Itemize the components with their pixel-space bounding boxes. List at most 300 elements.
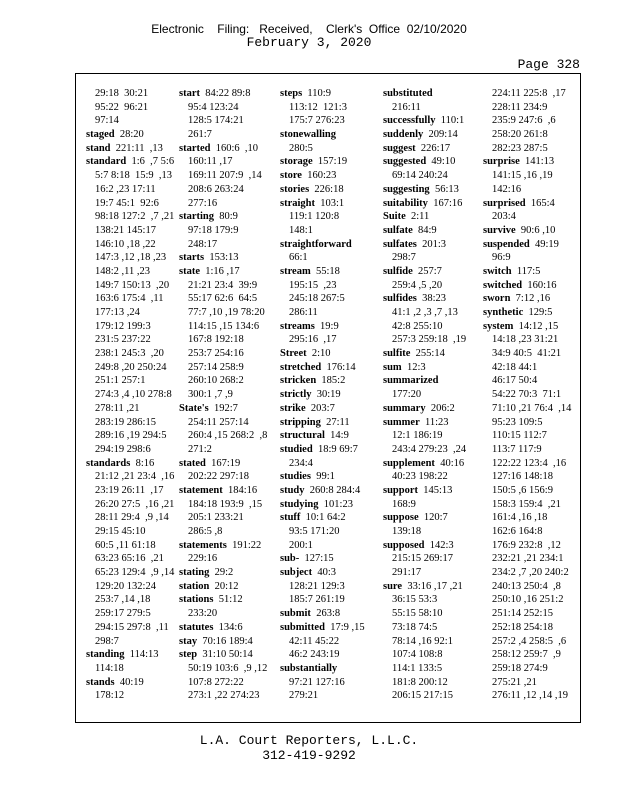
index-entry: 203:4 xyxy=(492,211,516,223)
index-entry: 229:16 xyxy=(188,553,218,565)
index-entry: 233:20 xyxy=(188,608,218,620)
index-entry: 141:15 ,16 ,19 xyxy=(492,170,553,182)
index-entry: standards 8:16 xyxy=(86,457,155,469)
index-entry: suggested 49:10 xyxy=(383,156,456,168)
index-entry: 179:12 199:3 xyxy=(95,320,151,332)
index-column-3 xyxy=(280,87,376,703)
index-term: stricken xyxy=(280,375,317,387)
index-term: substituted xyxy=(383,88,433,99)
index-term: sulfides xyxy=(383,293,417,305)
index-entry: switch 117:5 xyxy=(483,265,541,277)
index-term: submit xyxy=(280,608,311,620)
index-entry: 169:11 207:9 ,14 xyxy=(188,170,262,182)
index-entry: 245:18 267:5 xyxy=(289,293,345,305)
index-entry xyxy=(383,87,479,101)
index-entry: 147:3 ,12 ,18 ,23 xyxy=(95,252,167,264)
index-entry: 276:11 ,12 ,14 ,19 xyxy=(492,690,569,702)
index-term: summarized xyxy=(383,375,439,387)
index-term: station xyxy=(179,580,210,592)
index-term: standards xyxy=(86,457,131,469)
index-entry: subject 40:3 xyxy=(280,567,337,579)
index-term: stating xyxy=(179,567,210,579)
index-term: started xyxy=(179,142,211,154)
index-term: successfully xyxy=(383,115,436,127)
index-entry: 114:18 xyxy=(95,662,124,674)
index-entry: 224:11 225:8 ,17 xyxy=(492,88,566,99)
index-entry: 113:12 121:3 xyxy=(289,101,347,113)
index-entry: 168:9 xyxy=(392,498,416,510)
index-entry: 243:4 279:23 ,24 xyxy=(392,443,467,455)
index-term: stuff xyxy=(280,512,301,524)
index-entry: 252:18 254:18 xyxy=(492,621,553,633)
index-entry: sulfides 38:23 xyxy=(383,293,447,305)
index-entry: stay 70:16 189:4 xyxy=(179,635,253,647)
index-term: summary xyxy=(383,402,426,414)
index-entry: 215:15 269:17 xyxy=(392,553,453,565)
index-term: sulfide xyxy=(383,265,413,277)
index-entry: 253:7 ,14 ,18 xyxy=(95,594,151,606)
index-term: stripping xyxy=(280,416,321,428)
index-entry: 206:15 217:15 xyxy=(392,690,453,702)
index-entry: 55:17 62:6 64:5 xyxy=(188,293,258,305)
index-entry: 248:17 xyxy=(188,238,218,250)
index-entry: 257:3 259:18 ,19 xyxy=(392,334,467,346)
index-entry: 110:15 112:7 xyxy=(492,430,547,442)
index-entry: standing 114:13 xyxy=(86,649,159,661)
index-entry: 129:20 132:24 xyxy=(95,580,156,592)
index-entry: 283:19 286:15 xyxy=(95,416,156,428)
index-entry: 98:18 127:2 ,7 ,21 xyxy=(95,211,175,223)
index-term: store xyxy=(280,170,302,182)
index-entry: Street 2:10 xyxy=(280,348,331,360)
index-entry: 273:1 ,22 274:23 xyxy=(188,690,260,702)
index-term: supposed xyxy=(383,539,425,551)
index-entry: strictly 30:19 xyxy=(280,389,341,401)
index-entry: 261:7 xyxy=(188,129,212,141)
index-entry: storage 157:19 xyxy=(280,156,348,168)
index-entry: strike 203:7 xyxy=(280,402,335,414)
index-entry: support 145:13 xyxy=(383,484,453,496)
index-entry: successfully 110:1 xyxy=(383,115,465,127)
index-entry: synthetic 129:5 xyxy=(483,307,553,318)
index-term: standard xyxy=(86,156,127,168)
index-term: synthetic xyxy=(483,307,524,318)
index-entry: 142:16 xyxy=(492,183,522,195)
index-entry: 5:7 8:18 15:9 ,13 xyxy=(95,170,173,182)
index-term: streams xyxy=(280,320,315,332)
index-entry: 279:21 xyxy=(289,690,319,702)
index-entry: 55:15 58:10 xyxy=(392,608,443,620)
index-term: sulfate xyxy=(383,224,413,236)
index-term: sulfates xyxy=(383,238,417,250)
index-entry: 176:9 232:8 ,12 xyxy=(492,539,561,551)
index-entry: 250:10 ,16 251:2 xyxy=(492,594,564,606)
index-entry: started 160:6 ,10 xyxy=(179,142,259,154)
index-term: straight xyxy=(280,197,315,209)
index-entry: 208:6 263:24 xyxy=(188,183,244,195)
index-entry: 257:14 258:9 xyxy=(188,361,244,373)
index-term: sure xyxy=(383,580,403,592)
index-term: straightforward xyxy=(280,238,352,250)
index-entry: 97:21 127:16 xyxy=(289,676,345,688)
index-term: stonewalling xyxy=(280,129,337,141)
index-entry: 148:2 ,11 ,23 xyxy=(95,265,151,277)
index-entry xyxy=(383,374,479,388)
index-entry: 93:5 171:20 xyxy=(289,526,340,537)
index-entry: 107:4 108:8 xyxy=(392,649,443,661)
index-entry: 282:23 287:5 xyxy=(492,142,548,154)
index-entry: station 20:12 xyxy=(179,580,239,592)
index-entry: 71:10 ,21 76:4 ,14 xyxy=(492,402,572,414)
index-entry: stating 29:2 xyxy=(179,567,234,579)
index-entry: 97:14 xyxy=(95,115,119,127)
reporter-name: L.A. Court Reporters, L.L.C. xyxy=(199,733,419,748)
index-entry: start 84:22 89:8 xyxy=(179,88,251,99)
index-entry: 251:1 257:1 xyxy=(95,375,146,387)
index-term: suggested xyxy=(383,156,427,168)
index-term: standing xyxy=(86,649,125,661)
index-entry: 162:6 164:8 xyxy=(492,526,543,537)
index-term: starting xyxy=(179,211,214,223)
index-term: Street xyxy=(280,348,307,360)
index-entry: sure 33:16 ,17 ,21 xyxy=(383,580,463,592)
index-entry: 107:8 272:22 xyxy=(188,676,244,688)
index-entry: 41:1 ,2 ,3 ,7 ,13 xyxy=(392,307,458,318)
index-entry: 234:4 xyxy=(289,457,313,469)
index-entry: 251:14 252:15 xyxy=(492,608,553,620)
index-entry: 138:21 145:17 xyxy=(95,224,156,236)
page-number: Page 328 xyxy=(517,57,580,72)
index-entry: 291:17 xyxy=(392,567,422,579)
index-term: survive xyxy=(483,224,516,236)
index-entry: system 14:12 ,15 xyxy=(483,320,559,332)
index-entry: studied 18:9 69:7 xyxy=(280,443,358,455)
index-entry: 253:7 254:16 xyxy=(188,348,244,360)
index-entry: stuff 10:1 64:2 xyxy=(280,512,346,524)
index-term: surprised xyxy=(483,197,526,209)
index-entry: 146:10 ,18 ,22 xyxy=(95,238,156,250)
index-entry: 275:21 ,21 xyxy=(492,676,537,688)
index-entry: stricken 185:2 xyxy=(280,375,346,387)
index-entry: 257:2 ,4 258:5 ,6 xyxy=(492,635,567,647)
index-column-4 xyxy=(383,87,479,703)
index-entry: 127:16 148:18 xyxy=(492,471,553,483)
index-term: suitability xyxy=(383,197,428,209)
index-entry: 249:8 ,20 250:24 xyxy=(95,361,167,373)
index-term: suppose xyxy=(383,512,419,524)
index-column-5 xyxy=(483,87,579,703)
index-term: Suite xyxy=(383,211,406,223)
index-term: storage xyxy=(280,156,313,168)
index-term: suggesting xyxy=(383,183,430,195)
index-entry: studies 99:1 xyxy=(280,471,335,483)
index-term: statutes xyxy=(179,621,214,633)
index-term: study xyxy=(280,484,305,496)
index-entry: 21:12 ,21 23:4 ,16 xyxy=(95,471,175,483)
index-entry: 232:21 ,21 234:1 xyxy=(492,553,564,565)
index-column-1 xyxy=(86,87,182,703)
index-entry: 178:12 xyxy=(95,690,125,702)
index-entry: 46:17 50:4 xyxy=(492,375,538,387)
index-term: stated xyxy=(179,457,206,469)
index-entry: 34:9 40:5 41:21 xyxy=(492,348,562,360)
index-entry: 238:1 245:3 ,20 xyxy=(95,348,164,360)
index-entry: steps 110:9 xyxy=(280,88,331,99)
index-entry: 128:5 174:21 xyxy=(188,115,244,127)
index-entry: standard 1:6 ,7 5:6 xyxy=(86,156,175,168)
index-entry: suggesting 56:13 xyxy=(383,183,459,195)
index-term: stay xyxy=(179,635,198,647)
index-entry: 95:22 96:21 xyxy=(95,101,149,113)
index-term: strictly xyxy=(280,389,312,401)
index-term: summer xyxy=(383,416,420,428)
index-entry: 65:23 129:4 ,9 ,14 xyxy=(95,567,175,579)
index-entry: switched 160:16 xyxy=(483,279,557,291)
index-entry: 177:13 ,24 xyxy=(95,307,140,318)
index-entry: 40:23 198:22 xyxy=(392,471,448,483)
index-term: switched xyxy=(483,279,523,291)
index-entry: 60:5 ,11 61:18 xyxy=(95,539,156,551)
index-entry: 278:11 ,21 xyxy=(95,402,140,414)
index-entry: 286:5 ,8 xyxy=(188,526,223,537)
index-entry: 160:11 ,17 xyxy=(188,156,233,168)
index-column-2 xyxy=(179,87,275,703)
index-entry: 280:5 xyxy=(289,142,313,154)
index-term: stands xyxy=(86,676,115,688)
index-term: switch xyxy=(483,265,512,277)
index-entry: submit 263:8 xyxy=(280,608,341,620)
index-entry: 175:7 276:23 xyxy=(289,115,345,127)
index-entry: 66:1 xyxy=(289,252,308,264)
index-entry: 122:22 123:4 ,16 xyxy=(492,457,567,469)
index-entry: 46:2 243:19 xyxy=(289,649,340,661)
reporter-phone: 312-419-9292 xyxy=(262,748,356,763)
index-entry: 228:11 234:9 xyxy=(492,101,548,113)
index-entry: 259:18 274:9 xyxy=(492,662,548,674)
index-entry: 95:23 109:5 xyxy=(492,416,543,428)
index-term: State's xyxy=(179,402,209,414)
index-entry: 167:8 192:18 xyxy=(188,334,244,346)
index-term: stations xyxy=(179,594,214,606)
index-entry: 148:1 xyxy=(289,224,313,236)
index-entry: structural 14:9 xyxy=(280,430,349,442)
index-term: state xyxy=(179,265,200,277)
index-entry: 42:8 255:10 xyxy=(392,320,443,332)
index-entry: sulfide 257:7 xyxy=(383,265,442,277)
index-entry xyxy=(280,128,376,142)
index-entry: stand 221:11 ,13 xyxy=(86,142,163,154)
index-term: stories xyxy=(280,183,310,195)
index-entry: 149:7 150:13 ,20 xyxy=(95,279,170,291)
index-entry: 258:20 261:8 xyxy=(492,129,548,141)
index-entry: 294:15 297:8 ,11 xyxy=(95,621,169,633)
index-entry: store 160:23 xyxy=(280,170,337,182)
index-entry: 184:18 193:9 ,15 xyxy=(188,498,263,510)
index-term: starts xyxy=(179,252,205,264)
index-entry: starts 153:13 xyxy=(179,252,239,264)
index-term: steps xyxy=(280,88,303,99)
index-entry: statement 184:16 xyxy=(179,484,258,496)
index-entry: 240:13 250:4 ,8 xyxy=(492,580,561,592)
index-entry: 14:18 ,23 31:21 xyxy=(492,334,559,346)
index-entry: State's 192:7 xyxy=(179,402,238,414)
filing-date-line: February 3, 2020 xyxy=(246,35,372,50)
index-entry: submitted 17:9 ,15 xyxy=(280,621,365,633)
index-term: strike xyxy=(280,402,306,414)
index-term: studied xyxy=(280,443,313,455)
filing-stamp-line: Electronic Filing: Received, Clerk's Office 02/10/2020 xyxy=(151,22,467,36)
index-entry: suddenly 209:14 xyxy=(383,129,458,141)
index-entry: 119:1 120:8 xyxy=(289,211,340,223)
index-entry: 185:7 261:19 xyxy=(289,594,345,606)
index-entry: 231:5 237:22 xyxy=(95,334,151,346)
index-entry: 150:5 ,6 156:9 xyxy=(492,484,553,496)
index-term: step xyxy=(179,649,198,661)
index-entry: stations 51:12 xyxy=(179,594,243,606)
index-entry: state 1:16 ,17 xyxy=(179,265,240,277)
index-entry xyxy=(280,238,376,252)
index-term: sum xyxy=(383,361,402,373)
index-entry: survive 90:6 ,10 xyxy=(483,224,556,236)
index-entry: sworn 7:12 ,16 xyxy=(483,293,551,305)
index-entry: statutes 134:6 xyxy=(179,621,243,633)
index-entry: studying 101:23 xyxy=(280,498,353,510)
index-entry: suggest 226:17 xyxy=(383,142,451,154)
index-entry: summary 206:2 xyxy=(383,402,455,414)
index-entry: stretched 176:14 xyxy=(280,361,356,373)
index-term: studying xyxy=(280,498,319,510)
index-term: sulfite xyxy=(383,348,411,360)
index-entry: 28:11 29:4 ,9 ,14 xyxy=(95,512,169,524)
index-term: studies xyxy=(280,471,311,483)
index-entry: 36:15 53:3 xyxy=(392,594,438,606)
index-entry: 235:9 247:6 ,6 xyxy=(492,115,556,127)
index-entry: sub- 127:15 xyxy=(280,553,334,565)
index-entry: sulfite 255:14 xyxy=(383,348,445,360)
index-entry: 42:11 45:22 xyxy=(289,635,340,647)
index-entry: suppose 120:7 xyxy=(383,512,448,524)
index-entry: 139:18 xyxy=(392,526,422,537)
index-term: suggest xyxy=(383,142,416,154)
index-entry: 69:14 240:24 xyxy=(392,170,448,182)
index-entry: sum 12:3 xyxy=(383,361,426,373)
index-entry: 19:7 45:1 92:6 xyxy=(95,197,159,209)
index-entry: 26:20 27:5 ,16 ,21 xyxy=(95,498,175,510)
index-entry: 298:7 xyxy=(95,635,119,647)
index-entry: suitability 167:16 xyxy=(383,197,463,209)
index-entry: 277:16 xyxy=(188,197,218,209)
index-term: stream xyxy=(280,265,311,277)
index-entry: 29:18 30:21 xyxy=(95,88,149,99)
index-term: structural xyxy=(280,430,325,442)
index-entry: 259:17 279:5 xyxy=(95,608,151,620)
index-term: sub- xyxy=(280,553,300,565)
index-entry: 54:22 70:3 71:1 xyxy=(492,389,562,401)
index-entry: 295:16 ,17 xyxy=(289,334,337,346)
index-entry: starting 80:9 xyxy=(179,211,238,223)
index-entry: 95:4 123:24 xyxy=(188,101,239,113)
index-entry: statements 191:22 xyxy=(179,539,262,551)
index-entry: 113:7 117:9 xyxy=(492,443,542,455)
index-entry: 258:12 259:7 ,9 xyxy=(492,649,561,661)
index-entry: 23:19 26:11 ,17 xyxy=(95,484,164,496)
index-term: staged xyxy=(86,129,115,141)
index-entry: study 260:8 284:4 xyxy=(280,484,361,496)
index-term: sworn xyxy=(483,293,511,305)
index-entry xyxy=(280,662,376,676)
index-entry: 63:23 65:16 ,21 xyxy=(95,553,164,565)
index-entry: 260:10 268:2 xyxy=(188,375,244,387)
index-term: stand xyxy=(86,142,111,154)
index-entry: 177:20 xyxy=(392,389,422,401)
index-entry: stories 226:18 xyxy=(280,183,344,195)
index-entry: 163:6 175:4 ,11 xyxy=(95,293,164,305)
index-entry: Suite 2:11 xyxy=(383,211,430,223)
index-entry: 42:18 44:1 xyxy=(492,361,538,373)
index-entry: surprised 165:4 xyxy=(483,197,555,209)
index-term: statements xyxy=(179,539,227,551)
index-entry: 96:9 xyxy=(492,252,511,264)
index-entry: 21:21 23:4 39:9 xyxy=(188,279,258,291)
index-entry: summer 11:23 xyxy=(383,416,449,428)
index-term: suspended xyxy=(483,238,530,250)
index-entry: 300:1 ,7 ,9 xyxy=(188,389,233,401)
index-box xyxy=(75,73,581,723)
index-entry: 195:15 ,23 xyxy=(289,279,337,291)
index-term: subject xyxy=(280,567,313,579)
index-entry: 114:15 ,15 134:6 xyxy=(188,320,260,332)
index-entry: supplement 40:16 xyxy=(383,457,465,469)
index-term: stretched xyxy=(280,361,322,373)
index-entry: 289:16 ,19 294:5 xyxy=(95,430,167,442)
index-term: supplement xyxy=(383,457,435,469)
index-entry: 254:11 257:14 xyxy=(188,416,249,428)
index-entry: 260:4 ,15 268:2 ,8 xyxy=(188,430,268,442)
index-entry: straight 103:1 xyxy=(280,197,345,209)
index-entry: stream 55:18 xyxy=(280,265,340,277)
index-entry: 12:1 186:19 xyxy=(392,430,443,442)
index-entry: 259:4 ,5 ,20 xyxy=(392,279,443,291)
index-entry: 294:19 298:6 xyxy=(95,443,151,455)
index-term: system xyxy=(483,320,514,332)
index-entry: 77:7 ,10 ,19 78:20 xyxy=(188,307,265,318)
index-entry: 274:3 ,4 ,10 278:8 xyxy=(95,389,172,401)
index-entry: supposed 142:3 xyxy=(383,539,454,551)
index-entry: streams 19:9 xyxy=(280,320,339,332)
index-term: submitted xyxy=(280,621,325,633)
index-entry: 128:21 129:3 xyxy=(289,580,345,592)
index-term: substantially xyxy=(280,662,338,674)
index-entry: sulfate 84:9 xyxy=(383,224,437,236)
index-entry: stands 40:19 xyxy=(86,676,144,688)
index-entry: 29:15 45:10 xyxy=(95,526,146,537)
index-entry: 205:1 233:21 xyxy=(188,512,244,524)
index-entry: stripping 27:11 xyxy=(280,416,350,428)
index-entry: surprise 141:13 xyxy=(483,156,555,168)
index-term: start xyxy=(179,88,200,99)
index-entry: stated 167:19 xyxy=(179,457,241,469)
index-entry: suspended 49:19 xyxy=(483,238,559,250)
index-entry: 73:18 74:5 xyxy=(392,621,438,633)
index-entry: 181:8 200:12 xyxy=(392,676,448,688)
index-entry: 114:1 133:5 xyxy=(392,662,443,674)
index-entry: 202:22 297:18 xyxy=(188,471,249,483)
index-entry: sulfates 201:3 xyxy=(383,238,447,250)
index-entry: 16:2 ,23 17:11 xyxy=(95,183,156,195)
index-term: suddenly xyxy=(383,129,424,141)
index-entry: step 31:10 50:14 xyxy=(179,649,253,661)
index-entry: staged 28:20 xyxy=(86,129,144,141)
